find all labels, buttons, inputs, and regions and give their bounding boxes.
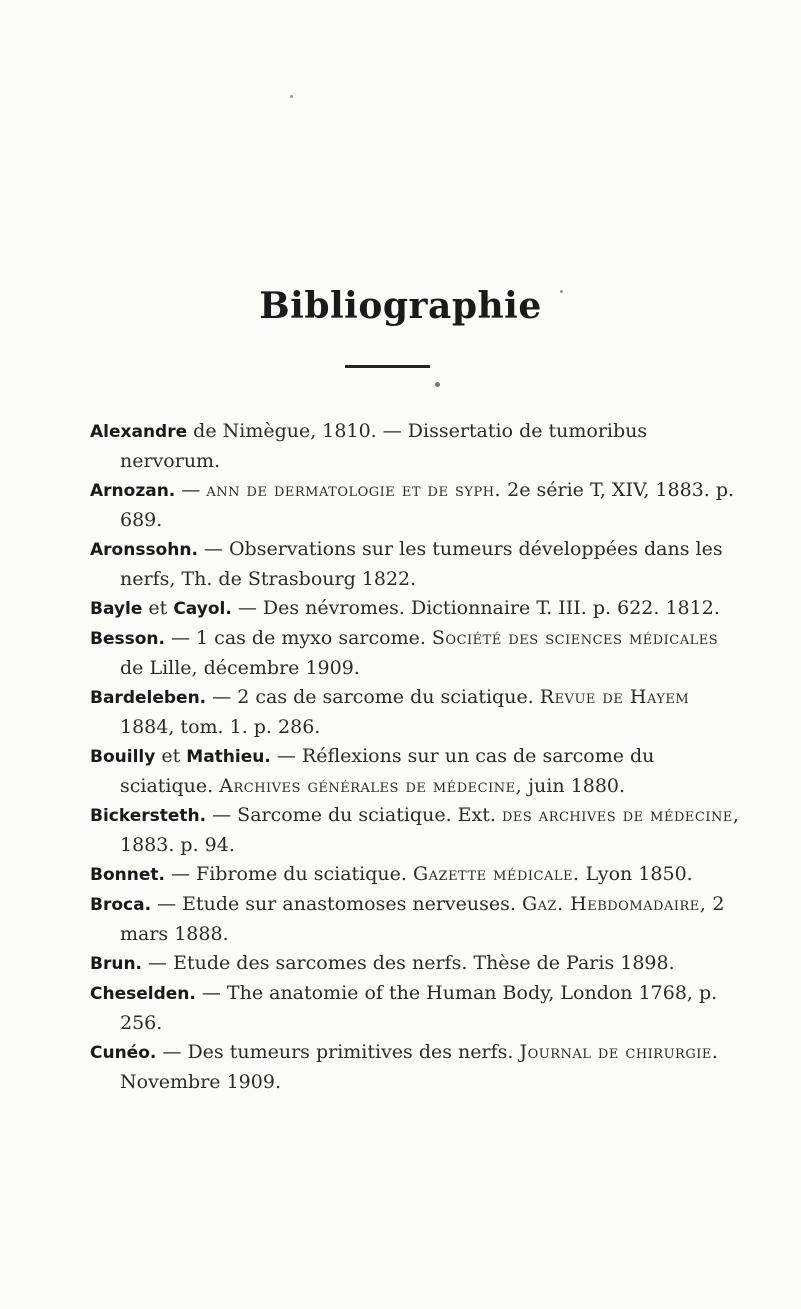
entry-text: — 1 cas de myxo sarcome. (164, 627, 432, 649)
entry-author: Aronssohn. (90, 540, 198, 560)
entry-text: — Etude des sarcomes des nerfs. Thèse de Paris 1898. (142, 952, 675, 974)
bibliography-entry (90, 535, 740, 594)
bibliography-entry (90, 801, 740, 860)
entry-text: — Sarcome du sciatique. Ext. (206, 804, 502, 826)
bibliography-entry (90, 1038, 740, 1097)
print-speck (290, 95, 293, 98)
entry-journal: ann de dermatologie et de syph. (206, 479, 502, 501)
bibliography-list (90, 417, 740, 1097)
entry-journal: Revue de Hayem (539, 686, 690, 708)
entry-text: de Nimègue, 1810. — Dissertatio de tumoribus nervorum. (120, 420, 648, 472)
entry-text: — Observations sur les tumeurs développées dans les nerfs, Th. de Strasbourg 1822. (120, 538, 723, 590)
entry-text: — (175, 479, 207, 501)
entry-text: — Réflexions sur un cas de sarcome du sciatique. (120, 745, 655, 797)
entry-text: 1884, tom. 1. p. 286. (120, 716, 321, 738)
entry-text: juin 1880. (522, 775, 626, 797)
entry-author: Besson. (90, 629, 165, 649)
entry-journal: Gazette médicale. (412, 863, 580, 885)
entry-text: — The anatomie of the Human Body, London 1768, p. 256. (120, 982, 718, 1034)
bibliography-entry (90, 683, 740, 742)
entry-text: et (155, 745, 187, 767)
entry-text: — Des tumeurs primitives des nerfs. (156, 1041, 520, 1063)
entry-text: 1883. p. 94. (120, 834, 235, 856)
entry-journal: Société des sciences médicales (431, 627, 719, 649)
entry-author: Bonnet. (90, 865, 165, 885)
entry-journal: Journal de chirurgie. (519, 1041, 719, 1063)
bibliography-entry (90, 860, 740, 890)
entry-text: — Des névromes. Dictionnaire T. III. p. 622. 1812. (231, 597, 720, 619)
bibliography-entry (90, 949, 740, 979)
entry-text: — Fibrome du sciatique. (164, 863, 413, 885)
entry-author: Cayol. (173, 599, 232, 619)
entry-text: de Lille, décembre 1909. (120, 657, 360, 679)
entry-author: Cunéo. (90, 1043, 157, 1063)
entry-author: Bickersteth. (90, 806, 207, 826)
entry-author: Cheselden. (90, 984, 196, 1004)
entry-author: Bardeleben. (90, 688, 207, 708)
entry-author: Brun. (90, 954, 143, 974)
entry-text: et (142, 597, 174, 619)
bibliography-entry (90, 594, 740, 624)
bibliography-entry (90, 476, 740, 535)
entry-author: Bayle (90, 599, 143, 619)
bibliography-entry (90, 890, 740, 949)
entry-text: — 2 cas de sarcome du sciatique. (206, 686, 540, 708)
entry-journal: Gaz. Hebdomadaire, (521, 893, 707, 915)
bibliography-entry (90, 417, 740, 476)
entry-journal: des archives de médecine, (501, 804, 740, 826)
entry-text: Lyon 1850. (579, 863, 693, 885)
bibliography-entry (90, 979, 740, 1038)
entry-text: Novembre 1909. (120, 1071, 281, 1093)
title-rule (345, 365, 430, 368)
bibliography-entry (90, 624, 740, 683)
entry-text: — Etude sur anastomoses nerveuses. (151, 893, 522, 915)
entry-author: Mathieu. (186, 747, 271, 767)
entry-author: Broca. (90, 895, 152, 915)
entry-author: Bouilly (90, 747, 156, 767)
page-title: Bibliographie (259, 285, 542, 327)
entry-author: Alexandre (90, 422, 188, 442)
entry-author: Arnozan. (90, 481, 176, 501)
bibliography-entry (90, 742, 740, 801)
print-speck (435, 382, 440, 387)
entry-text: 2e série T, XIV, 1883. p. 689. (120, 479, 735, 531)
entry-text: 2 mars 1888. (120, 893, 725, 945)
entry-journal: Archives générales de médecine, (219, 775, 523, 797)
